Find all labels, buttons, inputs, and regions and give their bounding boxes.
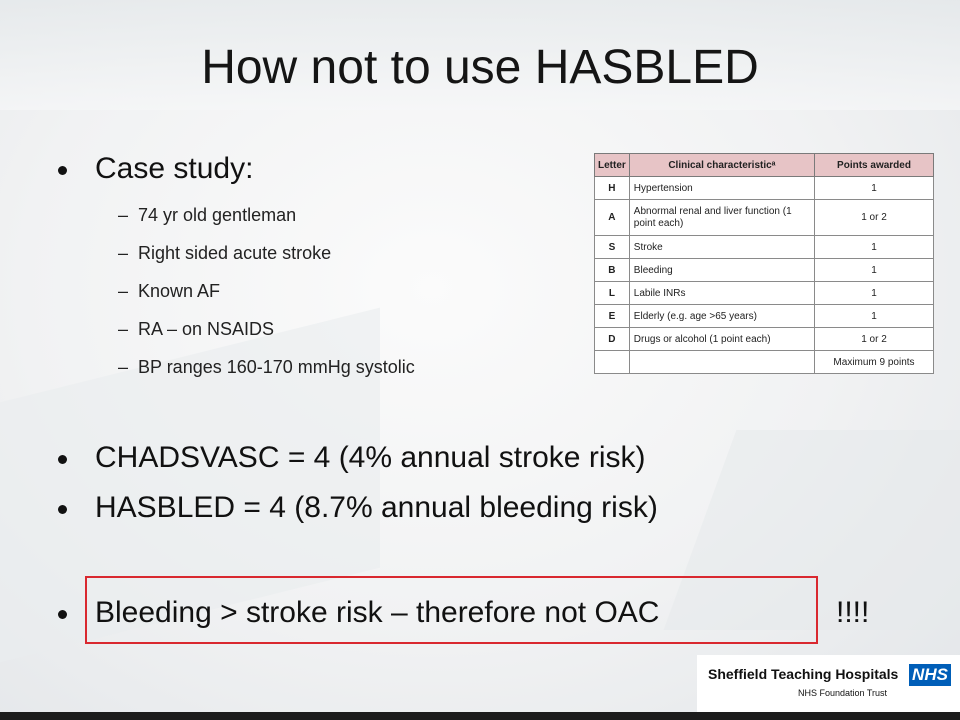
points-cell: 1 (815, 259, 934, 282)
bullet-dot-icon (58, 455, 67, 464)
bullet-text: CHADSVASC = 4 (4% annual stroke risk) (95, 441, 646, 474)
letter-cell: D (595, 328, 630, 351)
sheffield-nhs-logo (697, 655, 960, 712)
points-cell: 1 (815, 236, 934, 259)
table-footer-row (595, 351, 934, 374)
table-row (595, 236, 934, 259)
bullet-text: HASBLED = 4 (8.7% annual bleeding risk) (95, 491, 658, 524)
case-item-text: RA – on NSAIDS (138, 319, 275, 339)
characteristic-cell: Labile INRs (629, 282, 814, 305)
characteristic-cell: Elderly (e.g. age >65 years) (629, 305, 814, 328)
hasbled-table (594, 153, 934, 374)
table-row (595, 259, 934, 282)
characteristic-cell: Hypertension (629, 177, 814, 200)
letter-cell: L (595, 282, 630, 305)
points-cell: 1 (815, 282, 934, 305)
bullet-dot-icon (58, 166, 67, 175)
letter-cell: E (595, 305, 630, 328)
column-header: Clinical characteristicᵃ (629, 154, 814, 177)
emphasis-text: !!!! (836, 596, 870, 629)
dash-icon: – (118, 243, 129, 263)
table-row (595, 328, 934, 351)
letter-cell: S (595, 236, 630, 259)
dash-icon: – (118, 205, 129, 225)
dash-icon: – (118, 281, 129, 301)
points-cell: 1 or 2 (815, 328, 934, 351)
logo-name: Sheffield Teaching Hospitals (708, 666, 899, 682)
table-row (595, 282, 934, 305)
table-row (595, 177, 934, 200)
bottom-border (0, 712, 960, 720)
empty-cell (595, 351, 630, 374)
case-item-text: 74 yr old gentleman (138, 205, 297, 225)
table-row (595, 200, 934, 236)
bullet-text: Bleeding > stroke risk – therefore not OAC (95, 596, 660, 629)
nhs-badge-icon: NHS (909, 664, 951, 686)
characteristic-cell: Stroke (629, 236, 814, 259)
points-cell: 1 or 2 (815, 200, 934, 236)
case-item-text: Right sided acute stroke (138, 243, 332, 263)
letter-cell: H (595, 177, 630, 200)
max-points-cell: Maximum 9 points (815, 351, 934, 374)
table-header-row (595, 154, 934, 177)
logo-subtitle: NHS Foundation Trust (798, 688, 888, 698)
dash-icon: – (118, 319, 129, 339)
letter-cell: A (595, 200, 630, 236)
characteristic-cell: Abnormal renal and liver function (1 point each) (629, 200, 814, 236)
bullet-dot-icon (58, 610, 67, 619)
letter-cell: B (595, 259, 630, 282)
points-cell: 1 (815, 305, 934, 328)
table-row (595, 305, 934, 328)
dash-icon: – (118, 357, 129, 377)
case-item-text: BP ranges 160-170 mmHg systolic (138, 357, 415, 377)
column-header: Letter (595, 154, 630, 177)
characteristic-cell: Bleeding (629, 259, 814, 282)
characteristic-cell: Drugs or alcohol (1 point each) (629, 328, 814, 351)
points-cell: 1 (815, 177, 934, 200)
case-item-text: Known AF (138, 281, 221, 301)
highlight-box (85, 576, 818, 644)
bullet-dot-icon (58, 505, 67, 514)
bullet-text: Case study: (95, 152, 254, 185)
empty-cell (629, 351, 814, 374)
column-header: Points awarded (815, 154, 934, 177)
slide-title: How not to use HASBLED (201, 41, 759, 94)
